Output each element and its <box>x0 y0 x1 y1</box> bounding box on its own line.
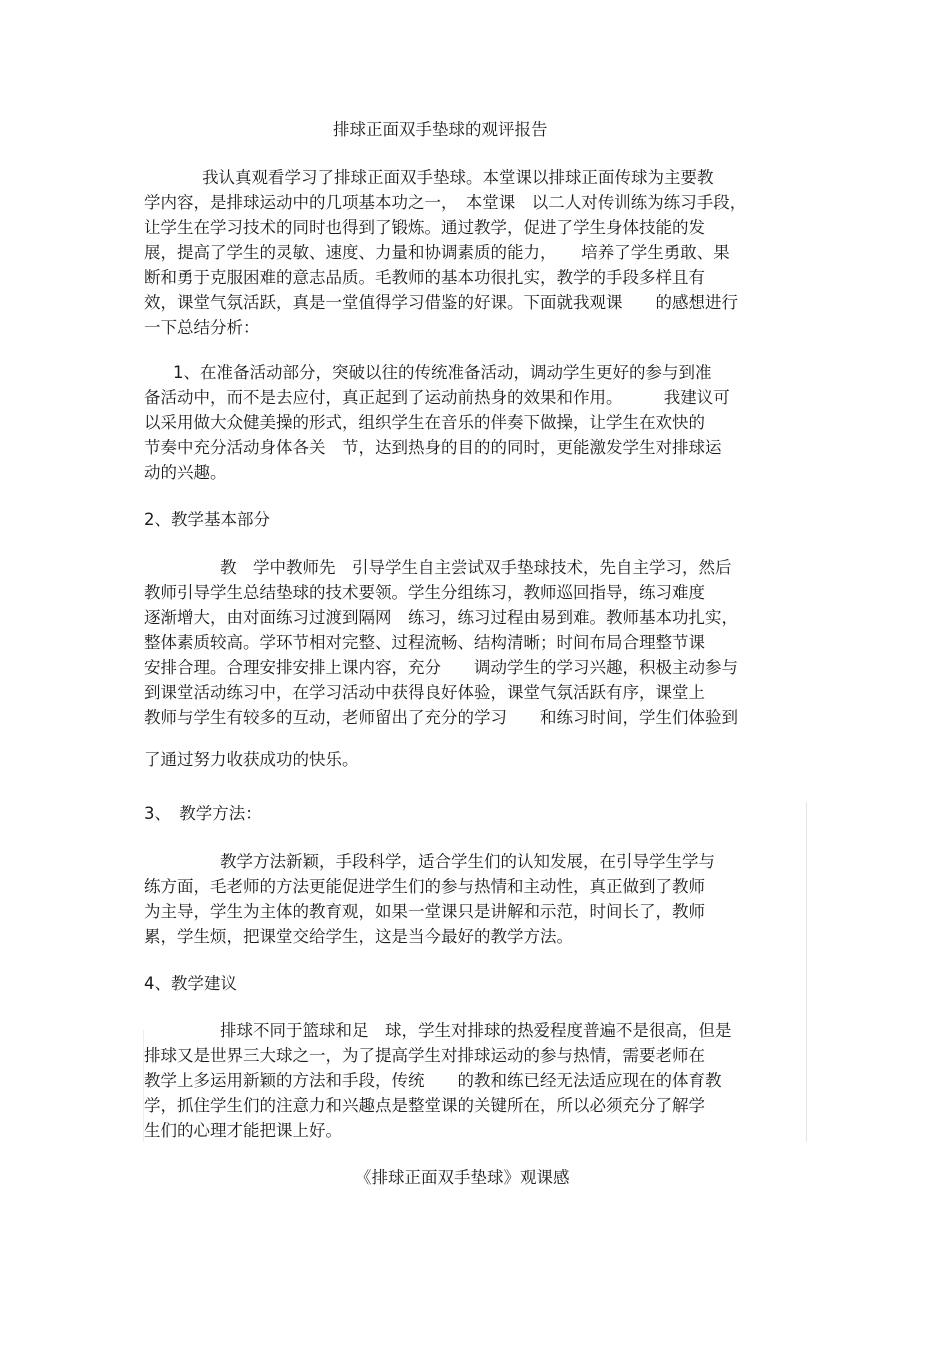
paragraph-line: 教师引导学生总结垫球的技术要领。学生分组练习，教师巡回指导，练习难度 <box>144 583 705 602</box>
paragraph-line: 节奏中充分活动身体各关 节，达到热身的目的的同时，更能激发学生对排球运 <box>144 438 722 457</box>
paragraph-line: 以采用做大众健美操的形式，组织学生在音乐的伴奏下做操，让学生在欢快的 <box>144 413 705 432</box>
paragraph-line: 教师与学生有较多的互动，老师留出了充分的学习 和练习时间，学生们体验到 <box>144 708 738 727</box>
paragraph-line: 我认真观看学习了排球正面双手垫球。本堂课以排球正面传球为主要教 <box>202 168 714 187</box>
paragraph-line: 累，学生烦，把课堂交给学生，这是当今最好的教学方法。 <box>144 927 573 946</box>
paragraph-line: 到课堂活动练习中，在学习活动中获得良好体验，课堂气氛活跃有序，课堂上 <box>144 683 705 702</box>
paragraph-line: 排球不同于篮球和足 球，学生对排球的热爱程度普遍不是很高，但是 <box>220 1021 732 1040</box>
paragraph-line: 让学生在学习技术的同时也得到了锻炼。通过教学，促进了学生身体技能的发 <box>144 218 705 237</box>
paragraph-line: 排球又是世界三大球之一，为了提高学生对排球运动的参与热情，需要老师在 <box>144 1046 705 1065</box>
paragraph-line: 学内容，是排球运动中的几项基本功之一， 本堂课 以二人对传训练为练习手段， <box>144 193 747 212</box>
paragraph-line: 教 学中教师先 引导学生自主尝试双手垫球技术，先自主学习，然后 <box>220 558 732 577</box>
section-2-heading: 2、教学基本部分 <box>144 510 270 529</box>
paragraph-line: 教学方法新颖，手段科学，适合学生们的认知发展，在引导学生学与 <box>220 852 715 871</box>
margin-rule-left <box>143 1030 144 1142</box>
section-4-heading: 4、教学建议 <box>144 974 237 993</box>
paragraph-line: 1、在准备活动部分，突破以往的传统准备活动，调动学生更好的参与到准 <box>173 363 712 382</box>
paragraph-line: 效，课堂气氛活跃，真是一堂值得学习借鉴的好课。下面就我观课 的感想进行 <box>144 293 738 312</box>
paragraph-line: 备活动中，而不是去应付，真正起到了运动前热身的效果和作用。 我建议可 <box>144 388 730 407</box>
closing-title: 《排球正面双手垫球》观课感 <box>355 1168 570 1187</box>
paragraph-line: 断和勇于克服困难的意志品质。毛教师的基本功很扎实，教学的手段多样且有 <box>144 268 705 287</box>
paragraph-line: 生们的心理才能把课上好。 <box>144 1121 342 1140</box>
section-3-heading: 3、 教学方法： <box>144 804 262 823</box>
paragraph-line: 整体素质较高。学环节相对完整、过程流畅、结构清晰；时间布局合理整节课 <box>144 633 705 652</box>
paragraph-line: 练方面，毛老师的方法更能促进学生们的参与热情和主动性，真正做到了教师 <box>144 877 705 896</box>
paragraph-line: 了通过努力收获成功的快乐。 <box>144 750 359 769</box>
paragraph-line: 学，抓住学生们的注意力和兴趣点是整堂课的关键所在，所以必须充分了解学 <box>144 1096 705 1115</box>
paragraph-line: 动的兴趣。 <box>144 463 227 482</box>
document-title: 排球正面双手垫球的观评报告 <box>333 120 548 139</box>
paragraph-line: 逐渐增大，由对面练习过渡到隔网 练习，练习过程由易到难。教师基本功扎实， <box>144 608 738 627</box>
margin-rule <box>806 802 807 1142</box>
paragraph-line: 一下总结分析： <box>144 318 260 337</box>
paragraph-line: 展，提高了学生的灵敏、速度、力量和协调素质的能力， 培养了学生勇敢、果 <box>144 243 730 262</box>
paragraph-line: 安排合理。合理安排安排上课内容，充分 调动学生的学习兴趣，积极主动参与 <box>144 658 738 677</box>
paragraph-line: 为主导，学生为主体的教育观，如果一堂课只是讲解和示范，时间长了，教师 <box>144 902 705 921</box>
paragraph-line: 教学上多运用新颖的方法和手段，传统 的教和练已经无法适应现在的体育教 <box>144 1071 722 1090</box>
